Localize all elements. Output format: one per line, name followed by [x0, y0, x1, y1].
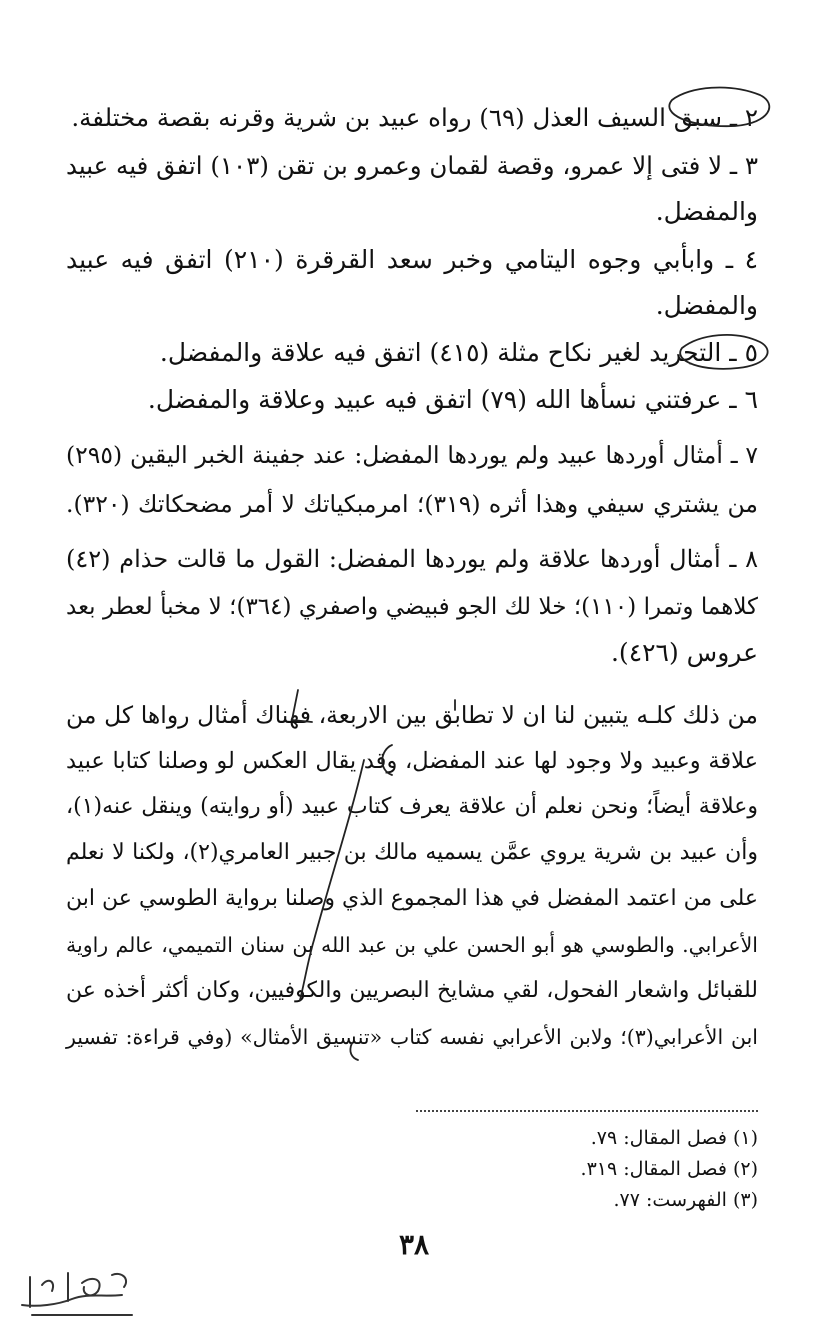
list-item-3: ٣ ـ لا فتى إلا عمرو، وقصة لقمان وعمرو بن تقن (١٠٣) اتفق فيه عبيد	[66, 151, 758, 180]
paragraph-line-2: علاقة وعبيد ولا وجود لها عند المفضل، وقد يقال العكس لو وصلنا كتابا عبيد	[66, 748, 758, 774]
paragraph-line-3: وعلاقة أيضاً؛ ونحن نعلم أن علاقة يعرف كتاب عبيد (أو روايته) وينقل عنه(١)،	[66, 794, 758, 819]
list-item-8-continued: كلاهما وتمرا (١١٠)؛ خلا لك الجو فبيضي واصفري (٣٦٤)؛ لا مخبأ لعطر بعد	[66, 594, 758, 620]
list-item-3-continued: والمفضل.	[655, 197, 758, 226]
footnote-separator	[416, 1110, 758, 1112]
footnote-3: (٣) الفهرست: ٧٧.	[613, 1189, 758, 1211]
list-item-2: ٢ ـ سبق السيف العذل (٦٩) رواه عبيد بن شرية وقرنه بقصة مختلفة.	[71, 103, 758, 132]
paragraph-line-1: من ذلك كلـه يتبين لنا ان لا تطابق بين الاربعة، فهناك أمثال رواها كل من	[66, 701, 758, 729]
paragraph-line-4: وأن عبيد بن شرية يروي عمَّن يسميه مالك بن جبير العامري(٢)، ولكنا لا نعلم	[66, 840, 758, 865]
page-number: ٣٨	[398, 1228, 430, 1261]
library-stamp-logo	[12, 1255, 152, 1325]
footnote-2: (٢) فصل المقال: ٣١٩.	[580, 1158, 758, 1180]
paragraph-line-8: ابن الأعرابي(٣)؛ ولابن الأعرابي نفسه كتاب «تنسيق الأمثال» (وفي قراءة: تفسير	[66, 1025, 758, 1049]
list-item-5: ٥ ـ التجريد لغير نكاح مثلة (٤١٥) اتفق فيه علاقة والمفضل.	[159, 338, 758, 367]
paragraph-line-7: للقبائل واشعار الفحول، لقي مشايخ البصريين والكوفيين، وكان أكثر أخذه عن	[66, 978, 758, 1003]
list-item-8-end: عروس (٤٢٦).	[610, 638, 758, 667]
footnote-1: (١) فصل المقال: ٧٩.	[590, 1127, 758, 1149]
list-item-6: ٦ ـ عرفتني نسأها الله (٧٩) اتفق فيه عبيد وعلاقة والمفضل.	[147, 385, 758, 414]
list-item-8: ٨ ـ أمثال أوردها علاقة ولم يوردها المفضل: القول ما قالت حذام (٤٢)	[66, 545, 758, 573]
paragraph-line-5: على من اعتمد المفضل في هذا المجموع الذي وصلنا برواية الطوسي عن ابن	[66, 886, 758, 911]
list-item-7: ٧ ـ أمثال أوردها عبيد ولم يوردها المفضل: عند جفينة الخبر اليقين (٢٩٥)	[66, 441, 758, 469]
list-item-7-continued: من يشتري سيفي وهذا أثره (٣١٩)؛ امرمبكياتك لا أمر مضحكاتك (٣٢٠).	[66, 490, 758, 518]
paragraph-line-6: الأعرابي. والطوسي هو أبو الحسن علي بن عبد الله بن سنان التميمي، عالم راوية	[66, 933, 758, 957]
list-item-4-continued: والمفضل.	[655, 291, 758, 320]
list-item-4: ٤ ـ وابأبي وجوه اليتامي وخبر سعد القرقرة (٢١٠) اتفق فيه عبيد	[66, 245, 758, 274]
